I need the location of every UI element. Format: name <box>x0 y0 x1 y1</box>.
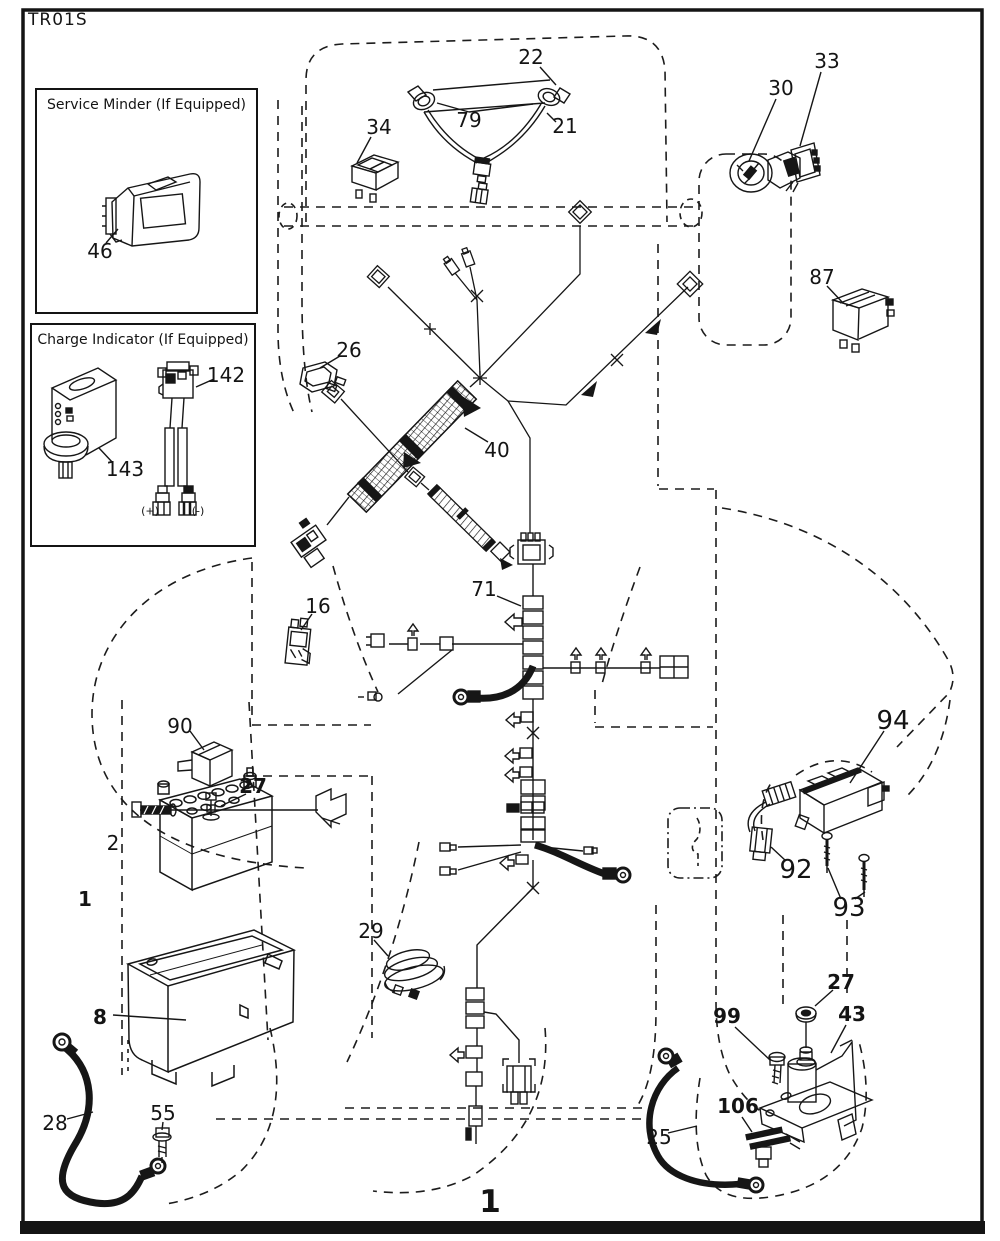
part-142-indicator-harness-drawing <box>153 362 214 515</box>
part-label-16-12: 16 <box>305 594 331 618</box>
part-label-46-11: 46 <box>87 239 113 263</box>
part-40-main-harness-drawing <box>285 378 488 569</box>
part-label-8-18: 8 <box>93 1005 107 1029</box>
part-16-switch-drawing <box>285 614 314 665</box>
part-label-21-2: 21 <box>552 114 578 138</box>
bottom-plug-connector-icon <box>503 1059 535 1104</box>
part-label-26-7: 26 <box>336 338 362 362</box>
part-label-93-22: 93 <box>832 893 866 923</box>
part-label-43-24: 43 <box>838 1002 866 1026</box>
battery-holddown-bracket-drawing <box>316 789 346 827</box>
part-label-30-4: 30 <box>768 76 794 100</box>
top-multipin-connector-icon <box>510 533 553 564</box>
part-label-71-13: 71 <box>471 577 497 601</box>
charge-indicator-title: Charge Indicator (If Equipped) <box>37 332 249 348</box>
part-43-solenoid-drawing <box>760 1022 872 1142</box>
service-minder-title: Service Minder (If Equipped) <box>47 97 246 113</box>
part-label-22-0: 22 <box>518 45 544 69</box>
part-label-94-20: 94 <box>876 706 910 736</box>
part-label-92-21: 92 <box>779 855 813 885</box>
document-code: TR01S <box>28 10 88 30</box>
part-30-ignition-switch-drawing <box>730 99 800 192</box>
part-label-27-23: 27 <box>827 970 855 994</box>
part-99-bolt-drawing <box>735 1027 785 1084</box>
part-label-34-3: 34 <box>366 115 392 139</box>
part-94-module-drawing <box>795 731 889 833</box>
part-label-106-26: 106 <box>717 1094 759 1118</box>
part-28-ground-cable-drawing <box>54 1034 165 1204</box>
part-label-143-10: 143 <box>105 457 145 481</box>
part-46-service-minder-drawing <box>102 174 200 246</box>
part-71-center-harness-drawing <box>358 533 688 1144</box>
headlight-bulb-left-icon <box>408 86 437 113</box>
figure-number: 1 <box>479 1184 501 1220</box>
part-22-headlight-harness-drawing <box>408 67 570 204</box>
part-label-87-6: 87 <box>809 265 835 289</box>
part-label-2-16: 2 <box>106 831 120 855</box>
part-25-battery-cable-drawing <box>649 1049 763 1192</box>
part-55-bolt-drawing <box>153 1122 171 1163</box>
part-93-screws-drawing <box>822 833 869 900</box>
page-border <box>20 10 985 1234</box>
part-label-28-28: 28 <box>42 1111 68 1135</box>
part-label-27-15: 27 <box>239 774 267 798</box>
part-label-79-1: 79 <box>456 108 482 132</box>
part-label-29-19: 29 <box>358 919 384 943</box>
harness-short-tube-drawing <box>322 380 513 570</box>
part-label-142-9: 142 <box>206 363 246 387</box>
positive-terminal-mark: (+) <box>141 504 159 518</box>
part-label-99-25: 99 <box>713 1004 741 1028</box>
part-34-switch-drawing <box>352 137 398 202</box>
part-label-55-29: 55 <box>150 1101 176 1125</box>
part-label-90-14: 90 <box>167 714 193 738</box>
part-90-relay-drawing <box>178 731 232 786</box>
part-label-1-17: 1 <box>78 887 92 911</box>
part-label-40-8: 40 <box>484 438 510 462</box>
negative-terminal-mark: (-) <box>191 504 205 518</box>
part-87-relay-drawing <box>827 286 894 352</box>
part-label-33-5: 33 <box>814 49 840 73</box>
part-106-clip-drawing <box>742 1117 800 1167</box>
harness-branch-wires <box>367 201 702 533</box>
part-92-connector-drawing <box>748 782 796 861</box>
part-label-25-27: 25 <box>646 1125 672 1149</box>
part-27-nut-drawing <box>796 990 833 1022</box>
harness-end-connector-icon <box>285 516 334 568</box>
